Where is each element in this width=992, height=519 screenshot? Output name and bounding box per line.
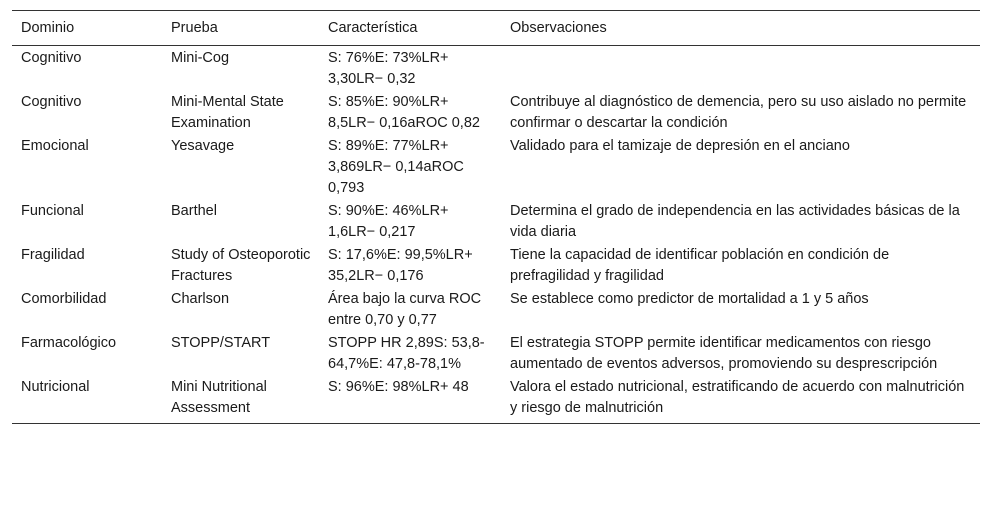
cell-dominio: Cognitivo [21,94,82,110]
cell-caracteristica: S: 85%E: 90%LR+ 8,5LR− 0,16aROC 0,82 [328,94,480,131]
cell-prueba: Study of Osteoporotic Fractures [171,247,311,284]
cell-caracteristica: Área bajo la curva ROC entre 0,70 y 0,77 [328,291,482,328]
cell-prueba: Mini-Mental State Examination [171,94,284,131]
cell-prueba: Charlson [171,291,230,307]
cell-prueba: Mini Nutritional Assessment [162,375,319,424]
cell-observaciones: El estrategia STOPP permite identificar medicamentos con riesgo aumentado de eventos adversos, promoviendo su desprescripción [510,335,938,372]
cell-dominio: Cognitivo [21,50,82,66]
header-row [12,11,980,46]
cell-prueba: Barthel [171,203,217,219]
table-row [12,199,980,243]
header-dominio: Dominio [12,11,162,46]
cell-observaciones: Validado para el tamizaje de depresión en el anciano [510,138,850,154]
cell-observaciones: Se establece como predictor de mortalidad a 1 y 5 años [510,291,869,307]
cell-prueba: Mini-Cog [171,50,230,66]
table-row [12,287,980,331]
cell-observaciones: Tiene la capacidad de identificar población en condición de prefragilidad y fragilidad [510,247,890,284]
table-row [12,243,980,287]
cell-prueba: Yesavage [171,138,235,154]
cell-dominio: Funcional [21,203,84,219]
cell-observaciones: Valora el estado nutricional, estratificando de acuerdo con malnutrición y riesgo de malnutrición [501,375,980,424]
header-caracteristica: Característica [319,11,501,46]
cell-prueba: STOPP/START [171,335,271,351]
cell-dominio: Farmacológico [21,335,117,351]
cell-caracteristica: S: 90%E: 46%LR+ 1,6LR− 0,217 [328,203,449,240]
cell-dominio: Fragilidad [21,247,85,263]
cell-caracteristica: S: 89%E: 77%LR+ 3,869LR− 0,14aROC 0,793 [328,138,464,196]
table-row [12,331,980,375]
table-container [12,10,980,424]
cell-caracteristica: STOPP HR 2,89S: 53,8-64,7%E: 47,8-78,1% [328,335,485,372]
cell-observaciones [501,46,980,91]
table-row [12,375,980,424]
assessment-table [12,10,980,424]
cell-dominio: Emocional [21,138,89,154]
cell-dominio: Comorbilidad [21,291,107,307]
cell-observaciones: Contribuye al diagnóstico de demencia, pero su uso aislado no permite confirmar o descartar la condición [510,94,967,131]
cell-observaciones: Determina el grado de independencia en las actividades básicas de la vida diaria [510,203,960,240]
table-body [12,46,980,424]
header-observaciones: Observaciones [501,11,980,46]
table-row [12,134,980,199]
table-row [12,46,980,91]
table-header [12,11,980,46]
cell-caracteristica: S: 76%E: 73%LR+ 3,30LR− 0,32 [328,50,449,87]
table-row [12,90,980,134]
cell-dominio: Nutricional [12,375,162,424]
cell-caracteristica: S: 96%E: 98%LR+ 48 [319,375,501,424]
cell-caracteristica: S: 17,6%E: 99,5%LR+ 35,2LR− 0,176 [328,247,473,284]
header-prueba: Prueba [162,11,319,46]
